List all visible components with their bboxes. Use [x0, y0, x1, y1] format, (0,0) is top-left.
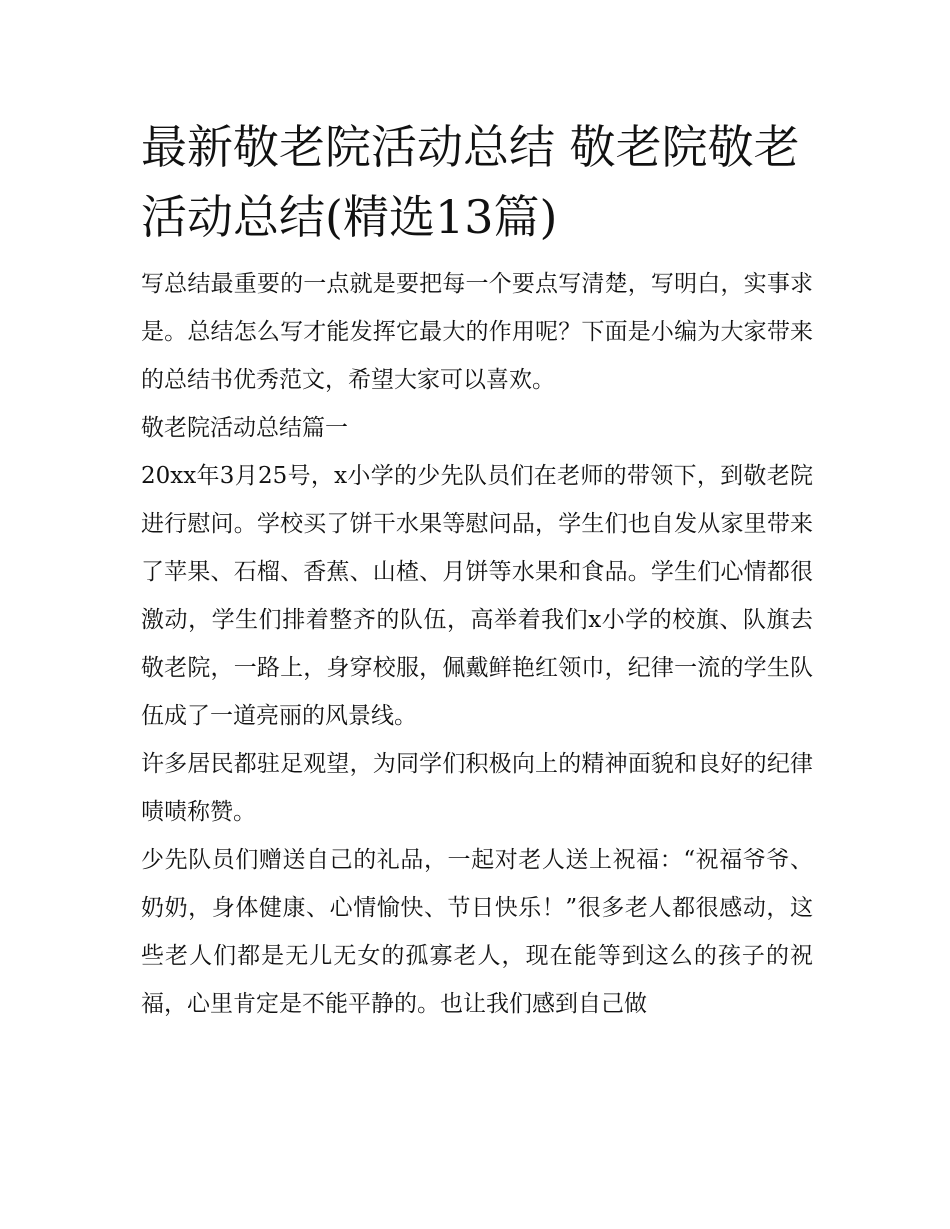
body-paragraph-2: 许多居民都驻足观望，为同学们积极向上的精神面貌和良好的纪律啧啧称赞。	[141, 751, 813, 825]
body-paragraph-3: 少先队员们赠送自己的礼品，一起对老人送上祝福：“祝福爷爷、奶奶，身体健康、心情愉快、节日快乐！”很多老人都很感动，这些老人们都是无儿无女的孤寡老人，现在能等到这么的孩子的祝福，心里肯定是不能平静的。也让我们感到自己做	[141, 847, 813, 1017]
body-paragraph-1: 20xx年3月25号，x小学的少先队员们在老师的带领下，到敬老院进行慰问。学校买了饼干水果等慰问品，学生们也自发从家里带来了苹果、石榴、香蕉、山楂、月饼等水果和食品。学生们心情都很激动，学生们排着整齐的队伍，高举着我们x小学的校旗、队旗去敬老院，一路上，身穿校服，佩戴鲜艳红领巾，纪律一流的学生队伍成了一道亮丽的风景线。	[141, 463, 813, 729]
section-heading: 敬老院活动总结篇一	[141, 415, 348, 441]
document-title: 最新敬老院活动总结 敬老院敬老活动总结(精选13篇)	[141, 120, 800, 244]
intro-paragraph: 写总结最重要的一点就是要把每一个要点写清楚，写明白，实事求是。总结怎么写才能发挥它最大的作用呢？下面是小编为大家带来的总结书优秀范文，希望大家可以喜欢。	[141, 271, 813, 393]
document-body	[141, 112, 813, 1028]
